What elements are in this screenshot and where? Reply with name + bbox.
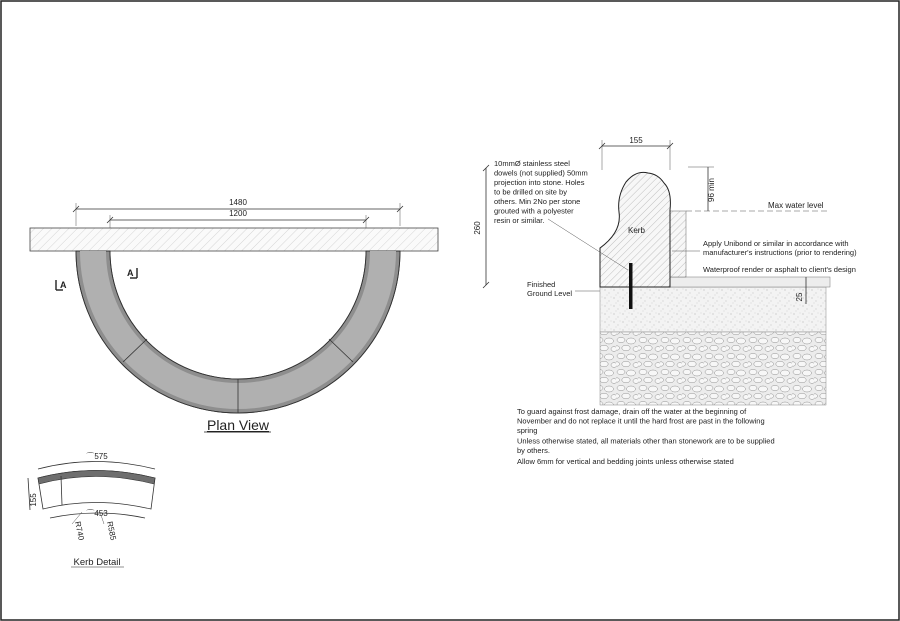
render-note: Waterproof render or asphalt to client's design <box>703 265 856 274</box>
note-line: by others. <box>517 446 550 455</box>
section-marker-left <box>56 280 67 290</box>
kerb-dim-width: 155 <box>29 493 38 507</box>
plan-view-title: Plan View <box>206 417 270 433</box>
kerb-radius-inner: R585 <box>105 520 118 542</box>
unibond-note: Apply Unibond or similar in accordance with manufacturer's instructions (prior to rendering) <box>703 239 857 257</box>
plan-view <box>30 198 438 433</box>
wall-strip <box>30 228 438 251</box>
ground-level-label: Finished Ground Level <box>527 280 573 298</box>
dowel <box>629 263 633 309</box>
gravel-fill <box>600 332 826 405</box>
plan-dim-inner: 1200 <box>229 209 247 218</box>
kerb-detail-title: Kerb Detail <box>73 557 121 568</box>
note-line: Unless otherwise stated, all materials other than stonework are to be supplied <box>517 436 775 446</box>
general-notes <box>517 407 777 466</box>
section-dim-height: 260 <box>473 221 482 235</box>
dowel-note: 10mmØ stainless steel dowels (not supplied) 50mm projection into stone. Holes to be drilled on site by others. Min 2No per stone grouted with a polyester resin or similar. <box>494 159 588 225</box>
kerb-detail <box>28 452 155 568</box>
kerb-dim-arc-inner: ⌒453 <box>86 509 108 518</box>
section-label-left: A <box>60 280 67 290</box>
section-marker-right <box>127 268 137 278</box>
section-dim-width: 155 <box>629 136 643 145</box>
section-view <box>473 136 857 405</box>
section-dim-upstand: 96 min <box>707 177 716 203</box>
water-level-label: Max water level <box>768 201 824 210</box>
kerb-dim-arc-outer: ⌒575 <box>86 452 108 461</box>
plan-dim-outer: 1480 <box>229 198 247 207</box>
sand-bed <box>600 287 826 332</box>
back-wall <box>670 211 686 277</box>
note-line: spring <box>517 426 538 435</box>
section-dim-bed: 25 <box>795 292 804 302</box>
kerb-label: Kerb <box>628 226 645 235</box>
note-line: To guard against frost damage, drain off the water at the beginning of <box>517 407 747 416</box>
note-line: Allow 6mm for vertical and bedding joints unless otherwise stated <box>517 457 734 466</box>
svg-text:To guard against frost damage, <box>517 407 777 466</box>
section-label-right: A <box>127 268 134 278</box>
kerb-radius-outer: R740 <box>73 520 86 542</box>
note-line: November and do not replace it until the hard frost are past in the following <box>517 416 765 426</box>
